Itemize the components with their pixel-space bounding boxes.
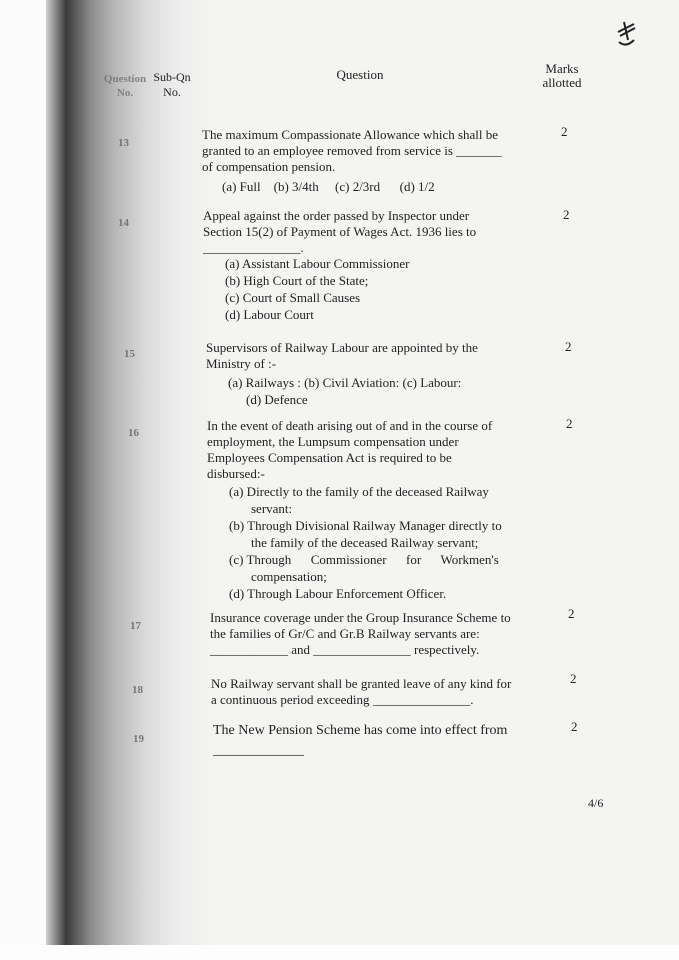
- scan-margin: [0, 0, 46, 960]
- question-14-options: [225, 255, 410, 323]
- question-number: 18: [132, 684, 143, 696]
- question-number: 16: [128, 427, 139, 439]
- question-line: of compensation pension.: [202, 159, 336, 174]
- marks-value: 2: [565, 339, 572, 354]
- header-question: Question: [336, 67, 384, 82]
- question-16-text: [207, 418, 529, 482]
- question-18-text: [211, 676, 541, 708]
- question-line: Section 15(2) of Payment of Wages Act. 1936 lies to: [203, 224, 477, 239]
- question-number: 19: [133, 733, 144, 745]
- question-line: granted to an employee removed from service is _______: [202, 143, 502, 158]
- option: (c) Court of Small Causes: [225, 290, 361, 305]
- marks-value: 2: [571, 719, 578, 734]
- question-line: Supervisors of Railway Labour are appointed by the: [206, 340, 478, 355]
- option: (d) Labour Court: [225, 307, 314, 322]
- question-15-options: [228, 374, 461, 408]
- question-line: _______________.: [203, 240, 304, 255]
- option: compensation;: [251, 569, 327, 584]
- question-19-text: [213, 721, 543, 761]
- marks-value: 2: [561, 124, 568, 139]
- question-15-text: [206, 340, 526, 372]
- question-number: 14: [118, 217, 129, 229]
- marks-value: 2: [566, 416, 573, 431]
- question-line: _____________: [213, 743, 304, 758]
- option: (a) Railways : (b) Civil Aviation: (c) Labour:: [228, 375, 462, 390]
- question-line: a continuous period exceeding _______________.: [211, 692, 474, 707]
- question-13-options: (a) Full (b) 3/4th (c) 2/3rd (d) 1/2: [222, 179, 435, 194]
- option: the family of the deceased Railway servant;: [251, 535, 479, 550]
- question-line: disbursed:-: [207, 466, 265, 481]
- question-14-text: [203, 208, 528, 256]
- marks-value: 2: [563, 207, 570, 222]
- header-question-no: Question No.: [103, 73, 147, 99]
- option: (c) Through Commissioner for Workmen's: [229, 552, 499, 567]
- marks-value: 2: [570, 671, 577, 686]
- question-line: the families of Gr/C and Gr.B Railway servants are:: [210, 626, 480, 641]
- question-line: The maximum Compassionate Allowance which shall be: [202, 127, 499, 142]
- question-line: Appeal against the order passed by Inspector under: [203, 208, 470, 223]
- option: (a) Directly to the family of the deceased Railway: [229, 484, 489, 499]
- question-16-options: [229, 483, 534, 602]
- question-number: 15: [124, 348, 135, 360]
- question-13-text: [202, 127, 532, 175]
- question-line: No Railway servant shall be granted leave of any kind for: [211, 676, 512, 691]
- question-17-text: [210, 610, 540, 658]
- question-line: Employees Compensation Act is required to be: [207, 450, 452, 465]
- scan-bottom-edge: [0, 945, 679, 960]
- question-line: Ministry of :-: [206, 356, 277, 371]
- option: (b) Through Divisional Railway Manager directly to: [229, 518, 502, 533]
- option: (d) Defence: [246, 392, 308, 407]
- question-number: 13: [118, 137, 129, 149]
- option: (d) Through Labour Enforcement Officer.: [229, 586, 447, 601]
- question-line: ____________ and _______________ respectively.: [210, 642, 480, 657]
- page-number: 4/6: [588, 796, 604, 810]
- question-line: Insurance coverage under the Group Insurance Scheme to: [210, 610, 511, 625]
- marks-value: 2: [568, 606, 575, 621]
- question-number: 17: [130, 620, 141, 632]
- header-sub-qn-no: Sub-Qn No.: [153, 70, 191, 99]
- option: servant:: [251, 501, 293, 516]
- handwritten-mark-icon: [614, 18, 638, 48]
- header-marks-allotted: Marks allotted: [542, 61, 582, 90]
- question-line: employment, the Lumpsum compensation under: [207, 434, 459, 449]
- question-line: The New Pension Scheme has come into effect from: [213, 723, 508, 738]
- option: (b) High Court of the State;: [225, 273, 369, 288]
- option: (a) Assistant Labour Commissioner: [225, 256, 410, 271]
- question-line: In the event of death arising out of and in the course of: [207, 418, 493, 433]
